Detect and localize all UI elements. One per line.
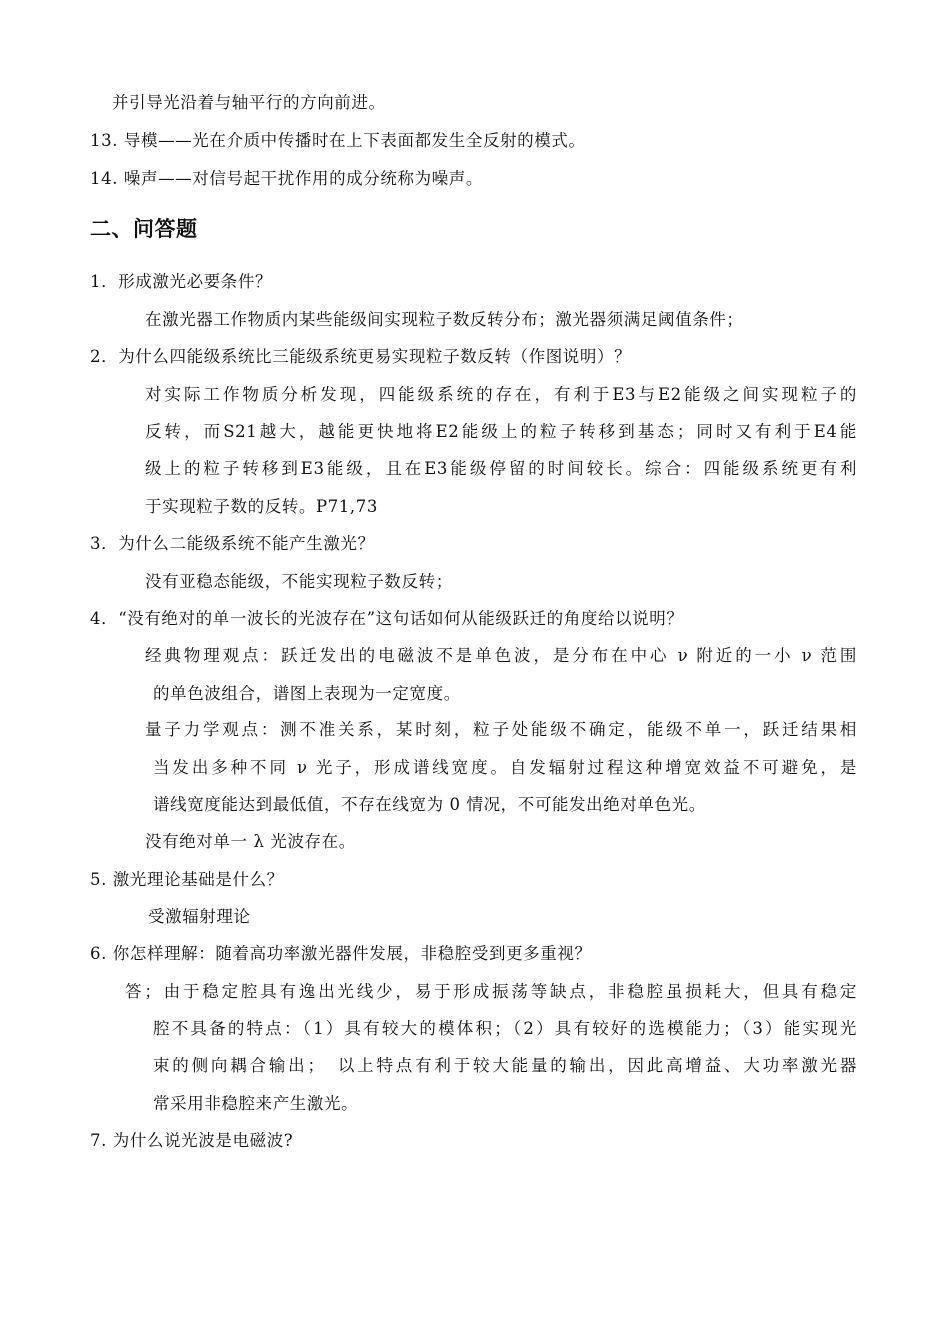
question-1: 1．形成激光必要条件？	[90, 272, 273, 291]
question-5: 5. 激光理论基础是什么？	[90, 870, 284, 889]
question-7: 7. 为什么说光波是电磁波?	[90, 1131, 294, 1150]
definition-item-14: 14. 噪声——对信号起干扰作用的成分统称为噪声。	[90, 169, 483, 188]
answer-4-line-3: 量子力学观点：测不准关系，某时刻，粒子处能级不确定，能级不单一，跃迁结果相	[145, 720, 857, 739]
answer-6-line-2: 腔不具备的特点：（1）具有较大的模体积；（2）具有较好的选模能力；（3）能实现光	[153, 1019, 857, 1038]
question-4: 4．“没有绝对的单一波长的光波存在”这句话如何从能级跃迁的角度给以说明？	[90, 609, 684, 628]
question-6: 6. 你怎样理解：随着高功率激光器件发展，非稳腔受到更多重视？	[90, 944, 592, 963]
answer-5-line-1: 受激辐射理论	[148, 907, 251, 926]
question-2: 2．为什么四能级系统比三能级系统更易实现粒子数反转（作图说明）？	[90, 347, 632, 366]
answer-4-line-5: 谱线宽度能达到最低值，不存在线宽为 0 情况，不可能发出绝对单色光。	[153, 795, 706, 814]
answer-2-line-3: 级上的粒子转移到E3能级，且在E3能级停留的时间较长。综合：四能级系统更有利	[145, 459, 857, 478]
answer-2-line-1: 对实际工作物质分析发现，四能级系统的存在，有利于E3与E2能级之间实现粒子的	[145, 385, 857, 404]
definition-item-13: 13. 导模——光在介质中传播时在上下表面都发生全反射的模式。	[90, 131, 586, 150]
answer-4-line-6: 没有绝对单一 λ 光波存在。	[145, 832, 356, 851]
continuation-line: 并引导光沿着与轴平行的方向前进。	[112, 93, 386, 112]
answer-1-line-1: 在激光器工作物质内某些能级间实现粒子数反转分布；激光器须满足阈值条件；	[145, 310, 744, 329]
answer-6-line-1: 答；由于稳定腔具有逸出光线少，易于形成振荡等缺点，非稳腔虽损耗大，但具有稳定	[125, 982, 857, 1001]
answer-2-line-4: 于实现粒子数的反转。P71,73	[145, 497, 378, 516]
section-heading: 二、问答题	[90, 217, 198, 241]
answer-4-line-1: 经典物理观点：跃迁发出的电磁波不是单色波，是分布在中心 ν 附近的一小 ν 范围	[145, 646, 857, 665]
answer-6-line-3: 束的侧向耦合输出； 以上特点有利于较大能量的输出，因此高增益、大功率激光器	[153, 1056, 857, 1075]
answer-4-line-4: 当发出多种不同 ν 光子，形成谱线宽度。自发辐射过程这种增宽效益不可避免，是	[153, 758, 857, 777]
question-3: 3．为什么二能级系统不能产生激光？	[90, 534, 375, 553]
answer-6-line-4: 常采用非稳腔来产生激光。	[153, 1094, 359, 1113]
answer-2-line-2: 反转，而S21越大，越能更快地将E2能级上的粒子转移到基态；同时又有利于E4能	[145, 422, 857, 441]
answer-3-line-1: 没有亚稳态能级，不能实现粒子数反转；	[145, 572, 453, 591]
answer-4-line-2: 的单色波组合，谱图上表现为一定宽度。	[153, 684, 461, 703]
